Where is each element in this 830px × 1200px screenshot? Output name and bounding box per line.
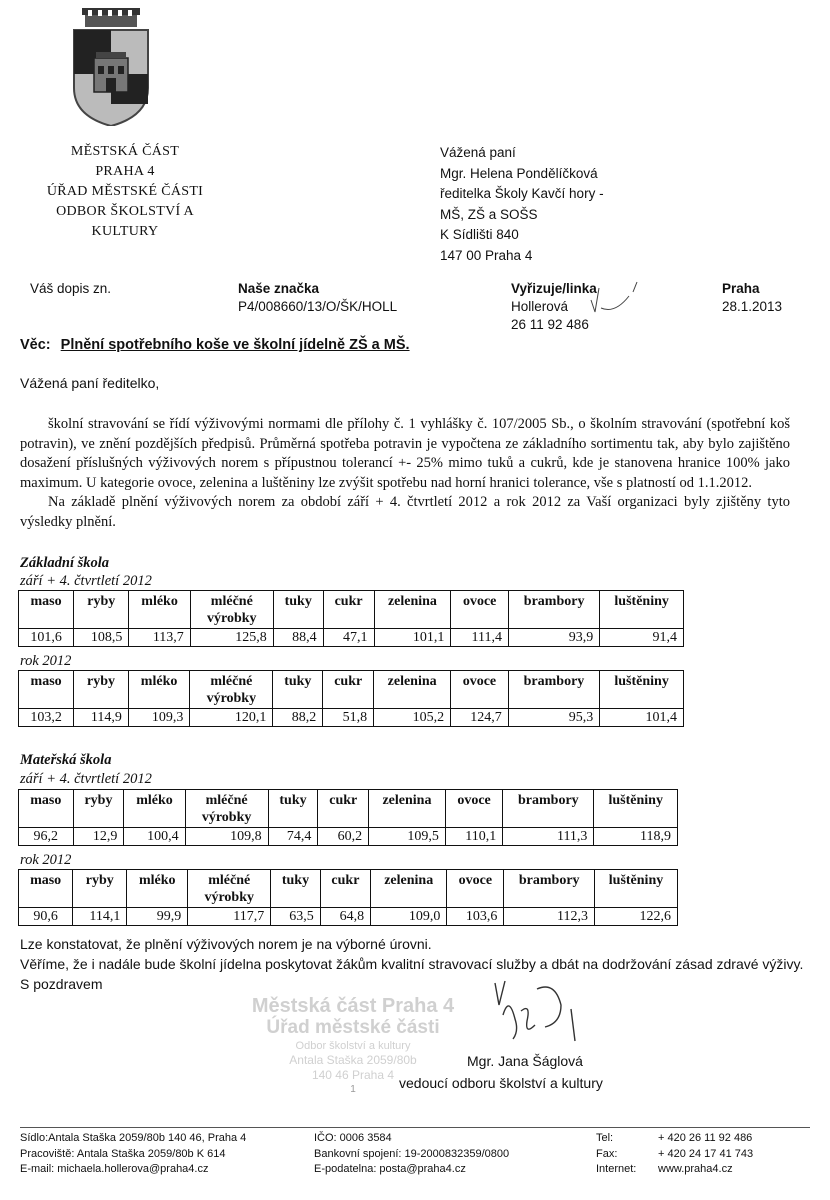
column-header: brambory <box>504 870 595 908</box>
table-cell: 93,9 <box>508 629 599 647</box>
column-header: zelenina <box>371 870 447 908</box>
column-header: ovoce <box>451 671 509 709</box>
table-cell: 117,7 <box>188 908 271 926</box>
place-label: Praha <box>722 281 760 296</box>
footer-divider <box>20 1127 810 1128</box>
table-cell: 12,9 <box>73 828 124 846</box>
column-header: brambory <box>503 790 594 828</box>
column-header: maso <box>19 870 73 908</box>
stamp-line: Antala Staška 2059/80b <box>289 1053 417 1067</box>
your-ref-label: Váš dopis zn. <box>30 281 112 296</box>
footer-line: Pracoviště: Antala Staška 2059/80b K 614 <box>20 1147 226 1160</box>
subject-text: Plnění spotřebního koše ve školní jídelně ZŠ a MŠ. <box>60 337 410 353</box>
column-header: mléčné výrobky <box>190 591 273 629</box>
table-cell: 109,8 <box>185 828 268 846</box>
recipient-address <box>440 143 604 266</box>
our-ref-label: Naše značka <box>238 281 320 296</box>
ms-section-title: Mateřská škola <box>20 752 112 768</box>
column-header: brambory <box>508 591 599 629</box>
letter-date: 28.1.2013 <box>722 299 783 314</box>
zs-period-2: rok 2012 <box>20 653 72 669</box>
footer-address <box>20 1131 246 1178</box>
column-header: ovoce <box>451 591 509 629</box>
column-header: cukr <box>323 591 374 629</box>
ms-period-2: rok 2012 <box>20 852 72 868</box>
column-header: tuky <box>268 790 318 828</box>
subject-label: Věc: <box>20 337 51 353</box>
body-paragraph-2: Na základě plnění výživových norem za období září + 4. čtvrtletí 2012 a rok 2012 za Vaší organizaci byly zjištěny tyto výsledky plnění. <box>20 494 790 530</box>
office-line: ODBOR ŠKOLSTVÍ A <box>56 204 194 219</box>
stamp-line: 1 <box>350 1084 356 1095</box>
table-cell: 113,7 <box>129 629 190 647</box>
footer-line: Fax: <box>596 1147 618 1160</box>
closing-line-1: Lze konstatovat, že plnění výživových norem je na výborné úrovni. <box>20 936 432 952</box>
office-line: ÚŘAD MĚSTSKÉ ČÁSTI <box>46 184 204 199</box>
initials-signature <box>585 278 645 323</box>
zs-table-1 <box>18 590 684 647</box>
handler-name: Hollerová <box>511 299 569 314</box>
table-cell: 60,2 <box>318 828 369 846</box>
body-text <box>20 415 790 532</box>
ms-table-2 <box>18 869 678 926</box>
recipient-line: MŠ, ZŠ a SOŠS <box>440 206 538 222</box>
column-header: tuky <box>273 671 323 709</box>
table-cell: 64,8 <box>320 908 370 926</box>
recipient-line: Mgr. Helena Pondělíčková <box>440 165 598 181</box>
table-cell: 88,2 <box>273 709 323 727</box>
handwritten-signature <box>475 975 585 1045</box>
recipient-line: 147 00 Praha 4 <box>440 247 533 263</box>
table-cell: 124,7 <box>451 709 509 727</box>
footer-line: + 420 26 11 92 486 <box>658 1132 753 1144</box>
table-cell: 103,2 <box>19 709 74 727</box>
zs-period-1: září + 4. čtvrtletí 2012 <box>20 573 152 589</box>
greeting: Vážená paní ředitelko, <box>20 375 160 391</box>
footer-line: Bankovní spojení: 19-2000832359/0800 <box>314 1147 510 1160</box>
table-cell: 109,0 <box>371 908 447 926</box>
table-cell: 108,5 <box>74 629 129 647</box>
column-header: mléko <box>128 671 190 709</box>
footer-line: Tel: <box>596 1132 614 1144</box>
column-header: mléko <box>124 790 185 828</box>
signer-role: vedoucí odboru školství a kultury <box>399 1075 603 1091</box>
subject-line <box>20 337 410 353</box>
column-header: mléčné výrobky <box>190 671 273 709</box>
zs-section-title: Základní škola <box>20 555 110 571</box>
table-cell: 109,3 <box>128 709 190 727</box>
column-header: ovoce <box>445 790 502 828</box>
column-header: maso <box>19 790 74 828</box>
column-header: brambory <box>508 671 599 709</box>
column-header: zelenina <box>374 591 451 629</box>
column-header: luštěniny <box>595 870 678 908</box>
stamp-line: Městská část Praha 4 <box>251 995 455 1017</box>
closing-text <box>20 934 810 994</box>
table-cell: 90,6 <box>19 908 73 926</box>
handler-phone: 26 11 92 486 <box>511 317 589 332</box>
column-header: ryby <box>73 870 127 908</box>
column-header: tuky <box>271 870 320 908</box>
closing-line-2: Věříme, že i nadále bude školní jídelna poskytovat žákům kvalitní stravovací služby a dbát na dodržování zásad zdravé výživy. <box>20 956 804 972</box>
footer-contact-labels <box>596 1131 636 1178</box>
column-header: zelenina <box>369 790 446 828</box>
footer-line: IČO: 0006 3584 <box>314 1132 392 1144</box>
table-cell: 112,3 <box>504 908 595 926</box>
table-cell: 109,5 <box>369 828 446 846</box>
table-cell: 101,4 <box>600 709 684 727</box>
table-cell: 120,1 <box>190 709 273 727</box>
table-cell: 114,9 <box>74 709 129 727</box>
table-cell: 105,2 <box>374 709 451 727</box>
column-header: cukr <box>323 671 374 709</box>
office-line: MĚSTSKÁ ČÁST <box>70 144 180 159</box>
column-header: ryby <box>74 671 129 709</box>
our-ref-value: P4/008660/13/O/ŠK/HOLL <box>238 299 398 314</box>
stamp-line: Odbor školství a kultury <box>295 1040 411 1052</box>
closing-line-3: S pozdravem <box>20 976 103 992</box>
body-paragraph-1: školní stravování se řídí výživovými normami dle přílohy č. 1 vyhlášky č. 107/2005 Sb., o školním stravování (spotřební koš potravin), ve znění pozdějších předpisů. Průměrná spotřeba potravin je vypočtena ze základního sortimentu tak, aby bylo zajištěno dosažení příslušných výživových norem s přípustnou tolerancí +- 25% mimo tuků a cukrů, kde je stanovena hranice 100% jako maximum. U kategorie ovoce, zelenina a luštěniny lze zvýšit spotřebu nad horní hranici tolerance, vše s platností od 1.1.2012. <box>20 416 790 491</box>
column-header: cukr <box>318 790 369 828</box>
column-header: ryby <box>73 790 124 828</box>
column-header: mléčné výrobky <box>188 870 271 908</box>
recipient-line: Vážená paní <box>440 145 516 160</box>
column-header: maso <box>19 671 74 709</box>
table-cell: 99,9 <box>127 908 188 926</box>
footer-line: Sídlo:Antala Staška 2059/80b 140 46, Praha 4 <box>20 1132 247 1144</box>
handler-label: Vyřizuje/linka <box>511 281 597 296</box>
ms-period-1: září + 4. čtvrtletí 2012 <box>20 771 152 787</box>
stamp-line: 140 46 Praha 4 <box>311 1068 395 1082</box>
table-cell: 111,3 <box>503 828 594 846</box>
signer-name: Mgr. Jana Šáglová <box>467 1053 583 1069</box>
column-header: luštěniny <box>600 671 684 709</box>
table-cell: 96,2 <box>19 828 74 846</box>
footer-ids <box>314 1131 509 1178</box>
table-cell: 103,6 <box>447 908 504 926</box>
table-cell: 114,1 <box>73 908 127 926</box>
coat-of-arms-logo <box>68 8 154 126</box>
column-header: cukr <box>320 870 370 908</box>
column-header: zelenina <box>374 671 451 709</box>
footer-line: + 420 24 17 41 743 <box>658 1147 754 1160</box>
footer-epodatelna[interactable]: E-podatelna: posta@praha4.cz <box>314 1163 466 1175</box>
table-cell: 101,1 <box>374 629 451 647</box>
column-header: mléko <box>127 870 188 908</box>
table-cell: 91,4 <box>600 629 684 647</box>
table-cell: 47,1 <box>323 629 374 647</box>
column-header: tuky <box>273 591 323 629</box>
zs-table-2 <box>18 670 684 727</box>
table-cell: 101,6 <box>19 629 74 647</box>
recipient-line: ředitelka Školy Kavčí hory - <box>440 186 604 201</box>
office-line: PRAHA 4 <box>95 164 155 179</box>
footer-website[interactable]: www.praha4.cz <box>658 1163 733 1175</box>
column-header: maso <box>19 591 74 629</box>
signature-block <box>399 1050 603 1094</box>
table-cell: 100,4 <box>124 828 185 846</box>
office-line: KULTURY <box>91 224 159 239</box>
column-header: mléčné výrobky <box>185 790 268 828</box>
column-header: luštěniny <box>594 790 678 828</box>
table-cell: 63,5 <box>271 908 320 926</box>
column-header: luštěniny <box>600 591 684 629</box>
table-cell: 110,1 <box>445 828 502 846</box>
column-header: ovoce <box>447 870 504 908</box>
recipient-line: K Sídlišti 840 <box>440 227 519 242</box>
column-header: ryby <box>74 591 129 629</box>
table-cell: 74,4 <box>268 828 318 846</box>
table-cell: 88,4 <box>273 629 323 647</box>
stamp-line: Úřad městské části <box>266 1017 440 1038</box>
column-header: mléko <box>129 591 190 629</box>
table-cell: 111,4 <box>451 629 509 647</box>
footer-email[interactable]: E-mail: michaela.hollerova@praha4.cz <box>20 1163 209 1175</box>
table-cell: 51,8 <box>323 709 374 727</box>
table-cell: 118,9 <box>594 828 678 846</box>
table-cell: 95,3 <box>508 709 599 727</box>
table-cell: 122,6 <box>595 908 678 926</box>
issuing-office <box>20 142 230 242</box>
footer-contact-values <box>658 1131 753 1178</box>
table-cell: 125,8 <box>190 629 273 647</box>
footer-line: Internet: <box>596 1163 637 1175</box>
ms-table-1 <box>18 789 678 846</box>
